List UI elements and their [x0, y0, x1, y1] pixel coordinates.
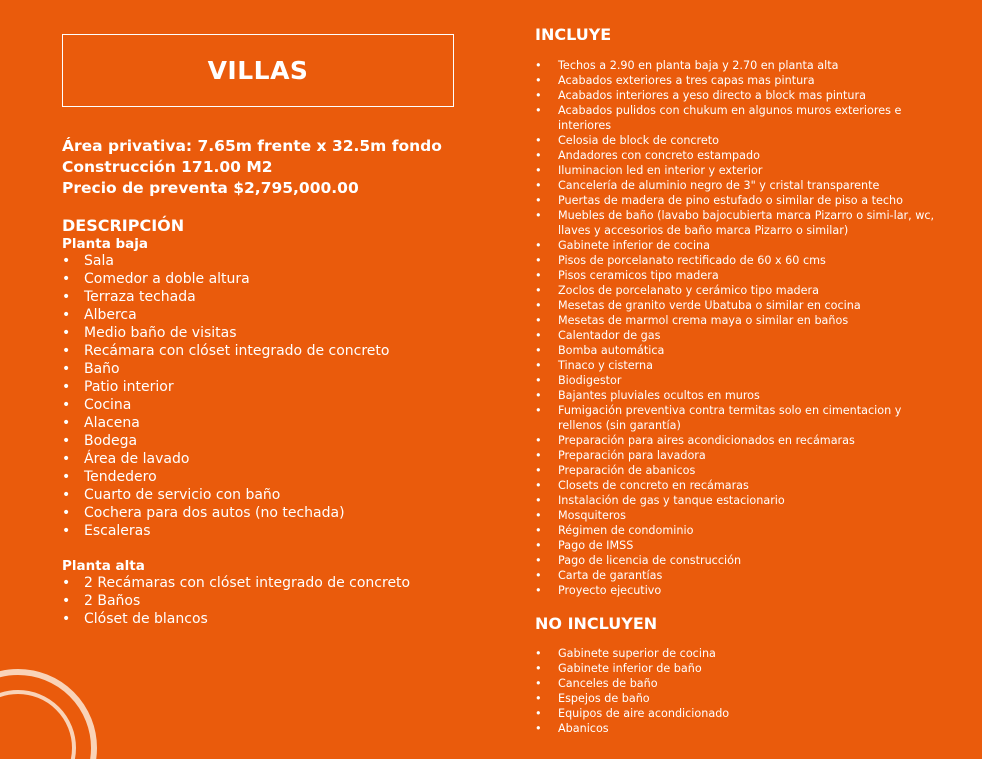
no-incluyen-heading: NO INCLUYEN — [535, 614, 658, 633]
list-item: • Preparación de abanicos — [535, 463, 945, 478]
list-item: • Preparación para aires acondicionados en recámaras — [535, 433, 945, 448]
list-item: • Clóset de blancos — [62, 610, 410, 628]
list-item: • Pisos de porcelanato rectificado de 60 x 60 cms — [535, 253, 945, 268]
list-item: • Comedor a doble altura — [62, 270, 410, 288]
list-item: • Tendedero — [62, 468, 410, 486]
list-item: • Proyecto ejecutivo — [535, 583, 945, 598]
list-item: • 2 Recámaras con clóset integrado de concreto — [62, 574, 410, 592]
list-item: • Tinaco y cisterna — [535, 358, 945, 373]
list-item: • Equipos de aire acondicionado — [535, 706, 945, 721]
list-item: • Acabados exteriores a tres capas mas pintura — [535, 73, 945, 88]
list-item: • Gabinete superior de cocina — [535, 646, 945, 661]
specs-block — [62, 136, 442, 199]
list-item: • Cancelería de aluminio negro de 3" y cristal transparente — [535, 178, 945, 193]
list-item: • Mesetas de granito verde Ubatuba o similar en cocina — [535, 298, 945, 313]
planta-alta-heading: Planta alta — [62, 558, 145, 574]
list-item: • Bodega — [62, 432, 410, 450]
list-item: • Mesetas de marmol crema maya o similar en baños — [535, 313, 945, 328]
descripcion-heading: DESCRIPCIÓN — [62, 216, 185, 235]
list-item: • Abanicos — [535, 721, 945, 736]
list-item: • Mosquiteros — [535, 508, 945, 523]
title-box — [62, 34, 454, 107]
list-item: • Cuarto de servicio con baño — [62, 486, 410, 504]
list-item: • Carta de garantías — [535, 568, 945, 583]
list-item: • Recámara con clóset integrado de concreto — [62, 342, 410, 360]
list-item: • Régimen de condominio — [535, 523, 945, 538]
list-item: • Muebles de baño (lavabo bajocubierta marca Pizarro o simi-lar, wc, llaves y accesorios de baño marca Pizarro o similar) — [535, 208, 945, 238]
descripcion-section — [62, 216, 410, 628]
list-item: • Biodigestor — [535, 373, 945, 388]
list-item: • Closets de concreto en recámaras — [535, 478, 945, 493]
list-item: • Acabados pulidos con chukum en algunos muros exteriores e interiores — [535, 103, 945, 133]
list-item: • Pisos ceramicos tipo madera — [535, 268, 945, 283]
list-item: • Pago de licencia de construcción — [535, 553, 945, 568]
list-item: • Terraza techada — [62, 288, 410, 306]
no-incluyen-list — [535, 646, 945, 736]
area-privativa: Área privativa: 7.65m frente x 32.5m fondo — [62, 137, 442, 155]
list-item: • Cocina — [62, 396, 410, 414]
precio-preventa: Precio de preventa $2,795,000.00 — [62, 179, 359, 197]
list-item: • Calentador de gas — [535, 328, 945, 343]
list-item: • Pago de IMSS — [535, 538, 945, 553]
list-item: • Bomba automática — [535, 343, 945, 358]
planta-baja-heading: Planta baja — [62, 236, 149, 252]
list-item: • Alacena — [62, 414, 410, 432]
list-item: • Techos a 2.90 en planta baja y 2.70 en planta alta — [535, 58, 945, 73]
list-item: • Iluminacion led en interior y exterior — [535, 163, 945, 178]
planta-baja-list — [62, 252, 410, 540]
list-item: • Área de lavado — [62, 450, 410, 468]
list-item: • Celosia de block de concreto — [535, 133, 945, 148]
list-item: • Preparación para lavadora — [535, 448, 945, 463]
list-item: • Instalación de gas y tanque estacionario — [535, 493, 945, 508]
list-item: • Alberca — [62, 306, 410, 324]
list-item: • Sala — [62, 252, 410, 270]
construccion: Construcción 171.00 M2 — [62, 158, 273, 176]
list-item: • Espejos de baño — [535, 691, 945, 706]
list-item: • Puertas de madera de pino estufado o similar de piso a techo — [535, 193, 945, 208]
page-title: VILLAS — [207, 56, 309, 85]
list-item: • Acabados interiores a yeso directo a block mas pintura — [535, 88, 945, 103]
planta-alta-list — [62, 574, 410, 628]
incluye-list — [535, 58, 945, 598]
list-item: • Baño — [62, 360, 410, 378]
list-item: • Cochera para dos autos (no techada) — [62, 504, 410, 522]
list-item: • Andadores con concreto estampado — [535, 148, 945, 163]
decorative-rings-icon — [0, 640, 140, 759]
list-item: • Zoclos de porcelanato y cerámico tipo madera — [535, 283, 945, 298]
list-item: • Canceles de baño — [535, 676, 945, 691]
list-item: • Gabinete inferior de baño — [535, 661, 945, 676]
list-item: • Medio baño de visitas — [62, 324, 410, 342]
list-item: • Escaleras — [62, 522, 410, 540]
right-column — [535, 25, 945, 736]
list-item: • Gabinete inferior de cocina — [535, 238, 945, 253]
incluye-heading: INCLUYE — [535, 25, 612, 44]
list-item: • 2 Baños — [62, 592, 410, 610]
list-item: • Fumigación preventiva contra termitas solo en cimentacion y rellenos (sin garantía) — [535, 403, 945, 433]
list-item: • Bajantes pluviales ocultos en muros — [535, 388, 945, 403]
list-item: • Patio interior — [62, 378, 410, 396]
